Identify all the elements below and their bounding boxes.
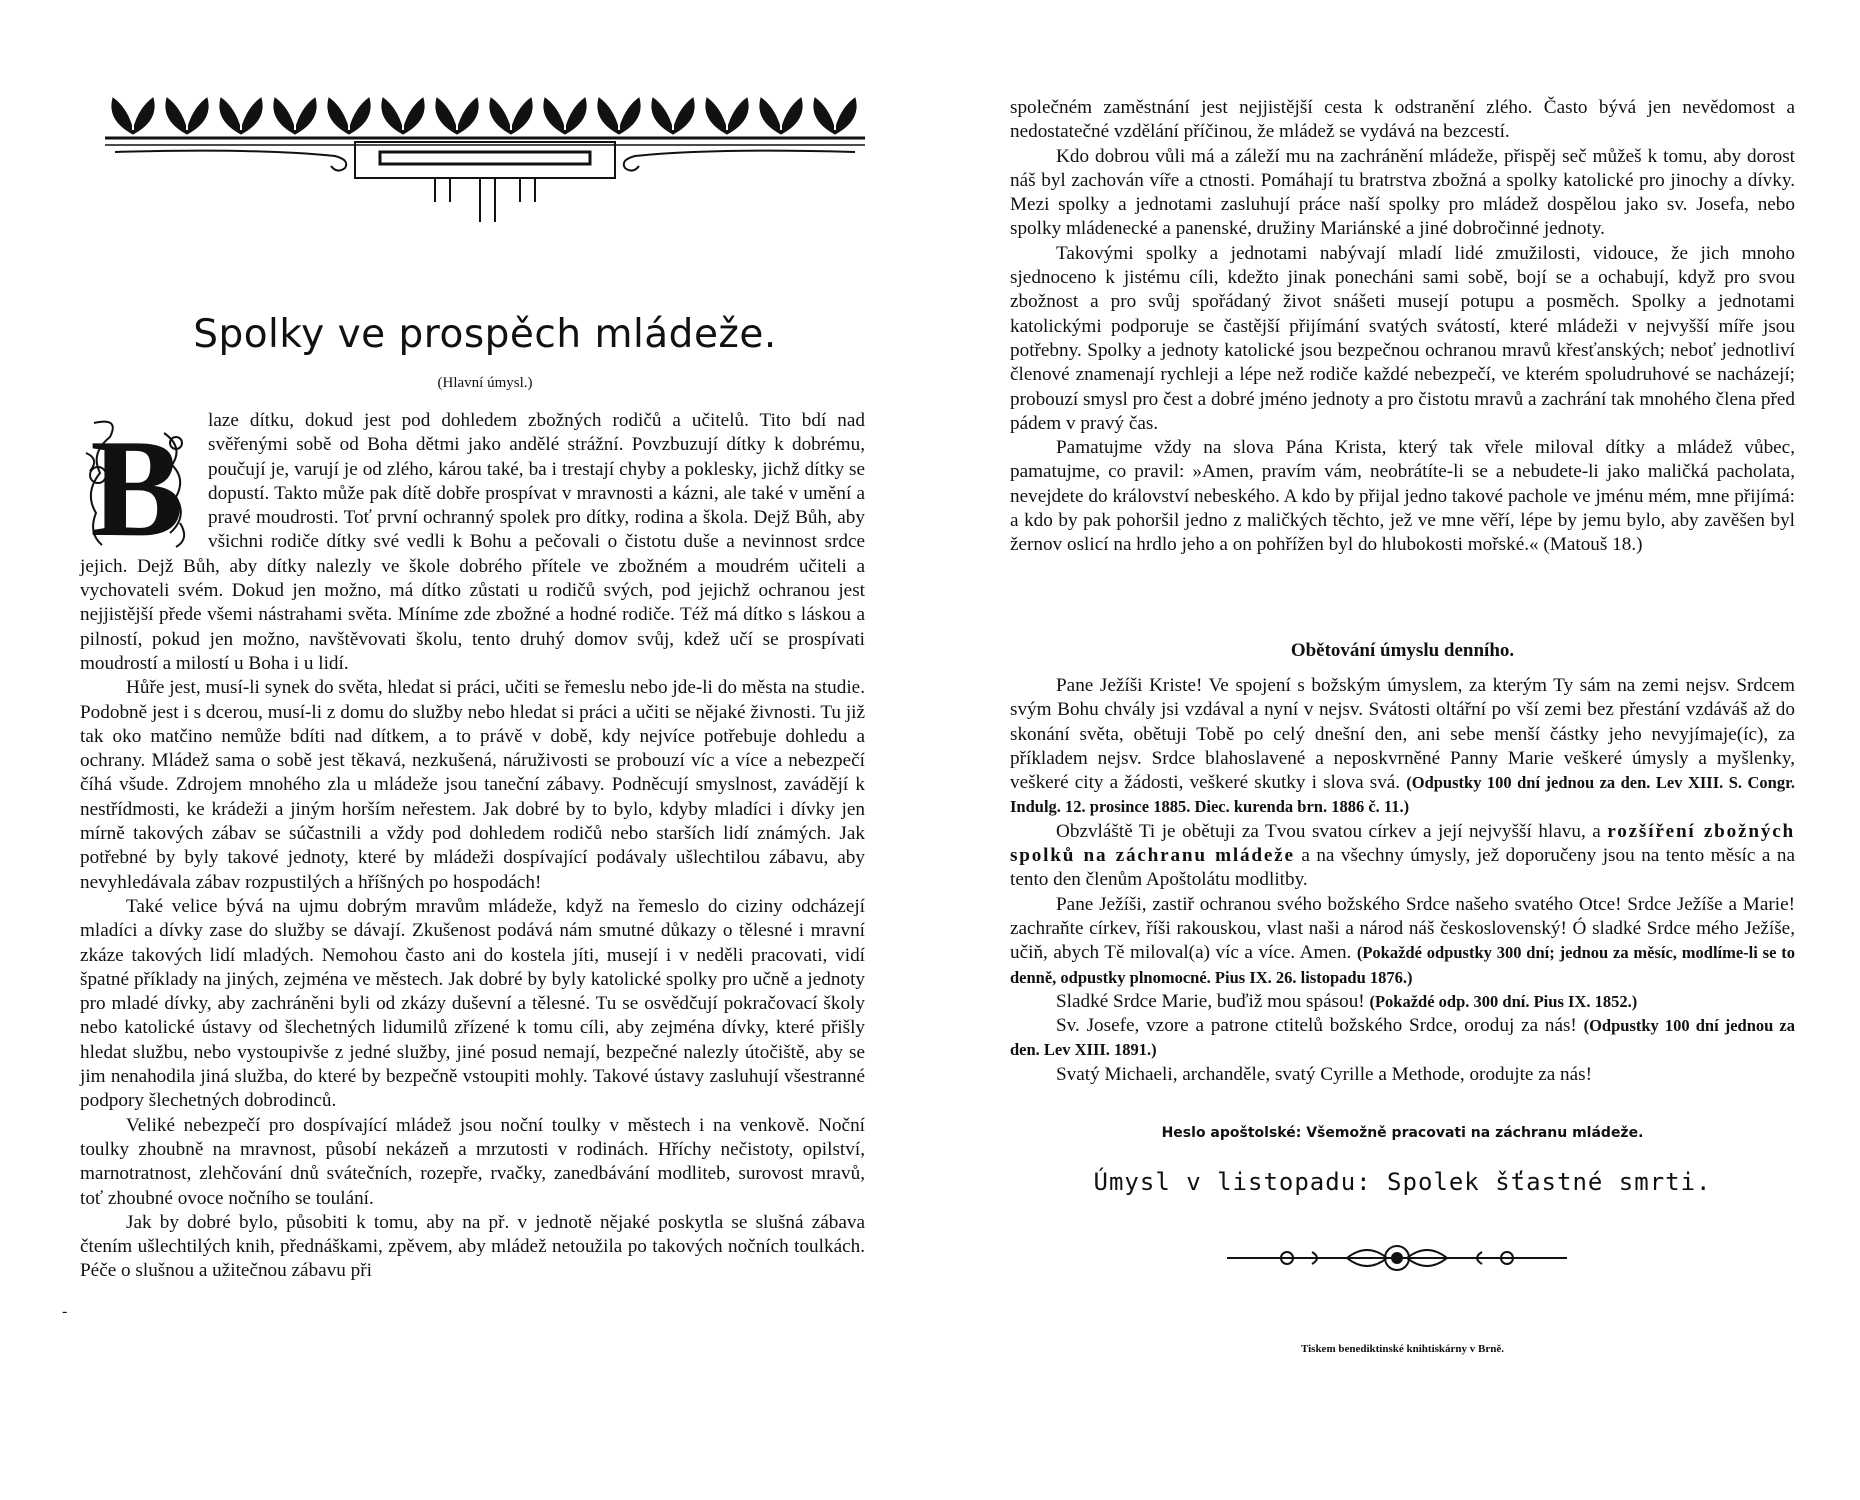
offering-text-span: Sladké Srdce Marie, buďiž mou spásou! bbox=[1056, 990, 1365, 1012]
right-column-text bbox=[1010, 96, 1795, 558]
paragraph: Hůře jest, musí-li synek do světa, hledat si práci, učiti se řemeslu nebo jde-li do města na studie. Podobně jest i s dcerou, musí-li z domu do služby nebo hledat si práci a učiti se nějaké živnosti. Tu již tak oko matčino nemůže bdíti nad dítkem, a to právě v době, kdy nejvíce potřebuje dohledu a ochrany. Mládež sama o sobě jest těkavá, nezkušená, náruživosti se probouzí víc a více a nebezpečí číhá všude. Zdrojem mnohého zla u mládeže jsou taneční zábavy. Podněcují smyslnost, zavádějí k nestřídmosti, ke krádeži a jiným horším neřestem. Jak dobré by to bylo, kdyby mladíci i dívky jen mírně takových zábav se súčastnili a vždy pod dohledem rodičů nebo starších lidí známých. Jak potřebné by byly takové jednoty, které by mládeži dospívající podávaly ušlechtilou zábavu, aby nevyhledávala zábav rozpustilých a hříšných po hospodách! bbox=[80, 677, 865, 893]
offering-text-span: Pane Ježíši, zastiř ochranou svého božského Srdce našeho svatého Otce! Srdce Ježíše a Marie! zachraňte církev, říši rakouskou, vlast naši a národ náš československý! Ó sladké Srdce mého Ježíše, učiň, abych Tě miloval(a) víc a více. Amen. bbox=[1010, 893, 1795, 964]
article-title: Spolky ve prospěch mládeže. bbox=[193, 312, 777, 357]
left-column-text bbox=[80, 409, 865, 1284]
offering-text-span: a na všechny úmysly, jež doporučeny jsou na tento měsíc a na tento den členům Apoštolátu modlitby. bbox=[1010, 845, 1796, 891]
right-page bbox=[930, 0, 1860, 1500]
month-intention: rozšíření zbožných spolků na záchranu mládeže bbox=[1010, 820, 1795, 867]
paragraph: Také velice bývá na ujmu dobrým mravům mládeže, když na řemeslo do ciziny odcházejí mladíci a dívky zase do služby se dávají. Zkušenost podává nám smutné důkazy o tělesné i mravní zkáze takových lidí mladých. Nemohou často ani do kostela jíti, musejí i v neděli pracovati, vidí špatné příklady na jiných, zejména ve městech. Jak dobré by byly katolické spolky pro učně a jednoty pro mladé dívky, aby zachráněni byli od zkázy duševní a tělesné. Tu se osvědčují pokračovací školy nebo katolické ústavy od šlechetných lidumilů zřízené k tomu cíli, aby zejména dívky, které přišly hledat službu, nebo vystoupivše z jedné služby, jiné posud nemají, bezpečné nalezly útočiště, aby se jim nenahodila jiná služba, do které by bezpečně vstoupiti mohly. Takové ústavy zasluhují všestranné podpory šlechetných dobrodinců. bbox=[80, 895, 865, 1112]
offering-paragraph bbox=[1010, 674, 1795, 820]
november-intention: Úmysl v listopadu: Spolek šťastné smrti. bbox=[1093, 1168, 1712, 1196]
offering-paragraph bbox=[1010, 820, 1795, 893]
indulgence-note: (Pokaždé odpustky 300 dní; jednou za měsíc, modlíme-li se to denně, odpustky plnomocné. Pius IX. 26. listopadu 1876.) bbox=[1010, 943, 1796, 987]
indulgence-note: (Odpustky 100 dní jednou za den. Lev XIII. S. Congr. Indulg. 12. prosince 1885. Diec. kurenda brn. 1886 č. 11.) bbox=[1010, 773, 1796, 817]
offering-paragraph bbox=[1010, 990, 1795, 1014]
dropcap-letter: B bbox=[90, 413, 184, 553]
printer-imprint: Tiskem benediktinské knihtiskárny v Brně. bbox=[1300, 1343, 1505, 1355]
paragraph: Pamatujme vždy na slova Pána Krista, který tak vřele miloval dítky a mládež vůbec, pamatujme, co pravil: »Amen, pravím vám, neobrátíte-li se a nebudete-li jako maličká pacholata, nevejdete do království nebeského. A kdo by přijal jedno takové pachole ve jménu mém, mne přijímá: a kdo by pak pohoršil jedno z maličkých těchto, jež ve mne věří, lépe by jemu bylo, aby zavěšen byl žernov oslicí na hrdlo jeho a on pohřížen byl do hlubokosti mořské.« (Matouš 18.) bbox=[1010, 437, 1795, 556]
offering-text-span: Pane Ježíši Kriste! Ve spojení s božským úmyslem, za kterým Ty sám na zemi nejsv. Srdcem svým Bohu chvály jsi vzdával a nyní v nejsv. Svátosti oltářní po vší zemi bez přestání vzdáváš až do skonání světa, obětuji Tobě po celý dnešní den, ani sebe menší částky jeho nevyjímaje(íc), za příkladem nejsv. Srdce blahoslavené a neposkvrněné Panny Marie veškeré úmysly a myšlenky, veškeré city a žádosti, veškeré skutky i slova svá. bbox=[1010, 675, 1795, 794]
offering-paragraph bbox=[1010, 1014, 1795, 1063]
offering-text bbox=[1010, 674, 1795, 1087]
apostolic-motto: Heslo apoštolské: Všemožně pracovati na záchranu mládeže. bbox=[1161, 1125, 1644, 1141]
article-subtitle: (Hlavní úmysl.) bbox=[437, 375, 533, 391]
header-ornament bbox=[105, 90, 865, 250]
dropcap-initial bbox=[80, 413, 194, 553]
paragraph: Jak by dobré bylo, působiti k tomu, aby na př. v jednotě nějaké poskytla se slušná zábava čtením ušlechtilých knih, přednáškami, zpěvem, aby mládež netoužila po takových nočních toulkách. Péče o slušnou a užitečnou zábavu při bbox=[80, 1211, 865, 1282]
paragraph: společném zaměstnání jest nejjistější cesta k odstranění zlého. Často bývá jen nevědomost a nedostatečné vzdělání příčinou, že mládež se vydává na bezcestí. bbox=[1010, 97, 1795, 143]
offering-paragraph bbox=[1010, 893, 1795, 990]
offering-paragraph: Svatý Michaeli, archanděle, svatý Cyrille a Methode, orodujte za nás! bbox=[1056, 1063, 1593, 1085]
margin-mark: - bbox=[62, 1303, 68, 1320]
paragraph: Veliké nebezpečí pro dospívající mládež jsou noční toulky v městech i na venkově. Noční toulky zhoubně na mravnost, působí nekázeň a mrzutosti v rodinách. Hříchy nečistoty, opilství, marnotratnost, zlehčování dnů svátečních, rozepře, rvačky, zanedbávání modliteb, surovost mravů, toť zhoubné ovoce nočního se toulání. bbox=[80, 1114, 865, 1209]
paragraph: Kdo dobrou vůli má a záleží mu na zachránění mládeže, přispěj seč můžeš k tomu, aby dorost náš byl zachován víře a ctnosti. Pomáhají tu bratrstva zbožná a spolky katolické pro jinochy a dívky. Mezi spolky a jednotami zasluhují práce naší spolky pro mládež dospělou jako sv. Josefa, nebo spolky mládenecké a panenské, družiny Mariánské a jiné dobročinné jednoty. bbox=[1010, 145, 1795, 240]
paragraph: laze dítku, dokud jest pod dohledem zbožných rodičů a učitelů. Tito bdí nad svěřenými sobě od Boha dětmi jako andělé strážní. Povzbuzují dítky k dobrému, poučují je, varují je od zlého, károu také, ba i trestají chyby a poklesky, jichž dítky se dopustí. Takto může pak dítě dobře prospívat v mravnosti a kázni, ale také v umění a pravé moudrosti. Toť první ochranný spolek pro dítky, rodina a škola. Dejž Bůh, aby všichni rodiče dítky své vedli k Bohu a pečovali o čistotu duše a nevinnost srdce jejich. Dejž Bůh, aby dítky nalezly ve škole dobrého přítele ve zbožném a moudrém učiteli a vychovateli svém. Dokud jen možno, má dítko zůstati u rodičů svých, pod jejichž ochranou jest nejjistější přede všemi nástrahami světa. Míníme zde zbožné a hodné rodiče. Též má dítko s láskou a pilností, pokud jen možno, navštěvovati školu, tento druhý domov svůj, kdež učí se prospívati moudrostí a milostí u Boha i u lidí. bbox=[80, 410, 865, 674]
offering-heading: Obětování úmyslu denního. bbox=[1290, 640, 1515, 661]
bottom-ornament bbox=[1227, 1240, 1567, 1276]
offering-text-span: Obzvláště Ti je obětuji za Tvou svatou církev a její nejvyšší hlavu, a bbox=[1056, 820, 1601, 842]
indulgence-note: (Pokaždé odp. 300 dní. Pius IX. 1852.) bbox=[1369, 991, 1638, 1011]
paragraph: Takovými spolky a jednotami nabývají mladí lidé zmužilosti, vidouce, že jich mnoho sjednoceno k jistému cíli, kdežto jinak ponecháni sami sobě, bojí se a ochabují, když pro svou zbožnost a pro svůj spořádaný život snášeti musejí potupu a posměch. Spolky a jednotami katolickými podporuje se častější přijímání svatých svátostí, které mládeži v nejvyšší míře jsou potřebny. Spolky a jednoty katolické jsou bezpečnou ochranou mravů křesťanských; neboť jednotliví členové znamenají rychleji a lépe než rodiče každé nebezpečí, ve kterém spoludruhové se nacházejí; probouzí smysl pro čest a dobré jméno jednoty a pro čistotu mravů a zachrání tak mnohého člena před pádem v pravý čas. bbox=[1010, 242, 1795, 434]
indulgence-note: (Odpustky 100 dní jednou za den. Lev XIII. 1891.) bbox=[1010, 1016, 1796, 1060]
offering-text-span: Sv. Josefe, vzore a patrone ctitelů božského Srdce, oroduj za nás! bbox=[1056, 1015, 1577, 1037]
